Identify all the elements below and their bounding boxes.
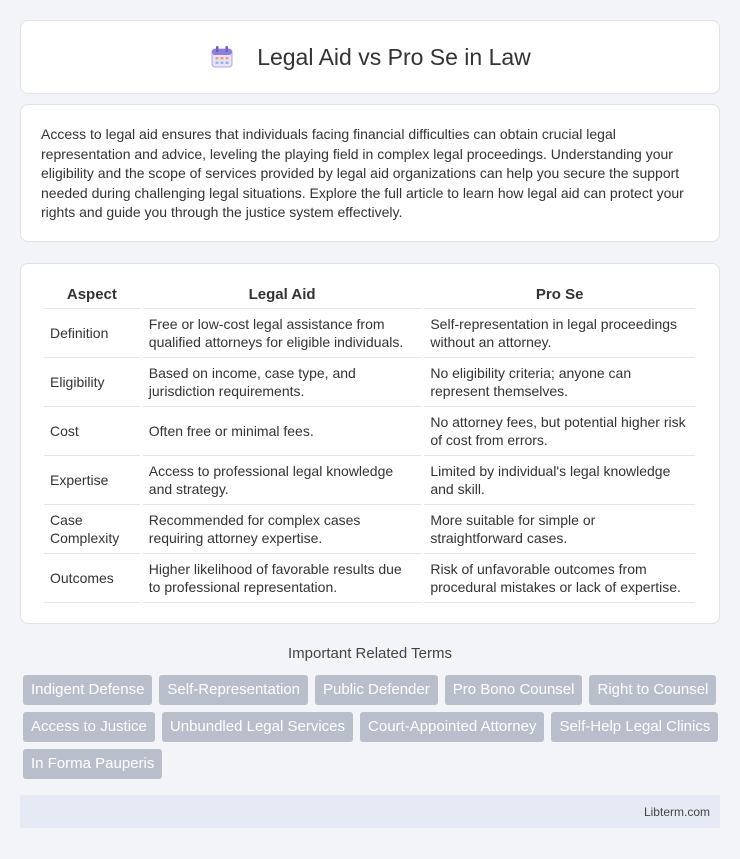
- comparison-table: [41, 286, 698, 603]
- header-card: [20, 20, 720, 94]
- cell-aspect: Definition: [44, 309, 140, 358]
- header-pro-se: Pro Se: [424, 286, 695, 309]
- table-row: [44, 407, 695, 456]
- title-wrap: [209, 44, 531, 71]
- related-term-tag[interactable]: Self-Help Legal Clinics: [551, 712, 718, 742]
- related-terms-tags: [20, 675, 720, 779]
- related-terms-section: [20, 645, 720, 779]
- cell-pro-se: No attorney fees, but potential higher risk of cost from errors.: [424, 407, 695, 456]
- cell-pro-se: Self-representation in legal proceedings without an attorney.: [424, 309, 695, 358]
- cell-pro-se: More suitable for simple or straightforward cases.: [424, 505, 695, 554]
- cell-aspect: Cost: [44, 407, 140, 456]
- table-row: [44, 505, 695, 554]
- related-term-tag[interactable]: Right to Counsel: [589, 675, 716, 705]
- cell-pro-se: No eligibility criteria; anyone can represent themselves.: [424, 358, 695, 407]
- table-header-row: [44, 286, 695, 309]
- cell-aspect: Outcomes: [44, 554, 140, 603]
- table-row: [44, 358, 695, 407]
- table-row: [44, 456, 695, 505]
- related-term-tag[interactable]: In Forma Pauperis: [23, 749, 162, 779]
- calendar-icon: [209, 44, 235, 70]
- cell-legal-aid: Access to professional legal knowledge and strategy.: [143, 456, 422, 505]
- intro-text: Access to legal aid ensures that individuals facing financial difficulties can obtain crucial legal representation and advice, leveling the playing field in complex legal proceedings. Understanding your eligibility and the scope of services provided by legal aid organizations can help you secure the support needed during challenging legal situations. Explore the full article to learn how legal aid can protect your rights and guide you through the justice system effectively.: [41, 126, 684, 221]
- related-term-tag[interactable]: Indigent Defense: [23, 675, 152, 705]
- cell-legal-aid: Often free or minimal fees.: [143, 407, 422, 456]
- cell-pro-se: Risk of unfavorable outcomes from procedural mistakes or lack of expertise.: [424, 554, 695, 603]
- header-aspect: Aspect: [44, 286, 140, 309]
- intro-card: [20, 104, 720, 242]
- footer: [20, 795, 720, 828]
- comparison-table-card: [20, 263, 720, 624]
- cell-aspect: Eligibility: [44, 358, 140, 407]
- page-title: Legal Aid vs Pro Se in Law: [257, 43, 531, 70]
- footer-site-link[interactable]: Libterm.com: [643, 804, 710, 819]
- related-term-tag[interactable]: Pro Bono Counsel: [445, 675, 583, 705]
- table-row: [44, 309, 695, 358]
- cell-aspect: Expertise: [44, 456, 140, 505]
- cell-aspect: Case Complexity: [44, 505, 140, 554]
- related-term-tag[interactable]: Court-Appointed Attorney: [360, 712, 544, 742]
- related-term-tag[interactable]: Public Defender: [315, 675, 438, 705]
- related-term-tag[interactable]: Unbundled Legal Services: [162, 712, 353, 742]
- table-row: [44, 554, 695, 603]
- header-legal-aid: Legal Aid: [143, 286, 422, 309]
- cell-legal-aid: Higher likelihood of favorable results due to professional representation.: [143, 554, 422, 603]
- cell-legal-aid: Free or low-cost legal assistance from qualified attorneys for eligible individuals.: [143, 309, 422, 358]
- cell-legal-aid: Recommended for complex cases requiring attorney expertise.: [143, 505, 422, 554]
- cell-pro-se: Limited by individual's legal knowledge and skill.: [424, 456, 695, 505]
- related-term-tag[interactable]: Access to Justice: [23, 712, 155, 742]
- related-terms-title: Important Related Terms: [288, 645, 452, 662]
- cell-legal-aid: Based on income, case type, and jurisdiction requirements.: [143, 358, 422, 407]
- related-term-tag[interactable]: Self-Representation: [159, 675, 308, 705]
